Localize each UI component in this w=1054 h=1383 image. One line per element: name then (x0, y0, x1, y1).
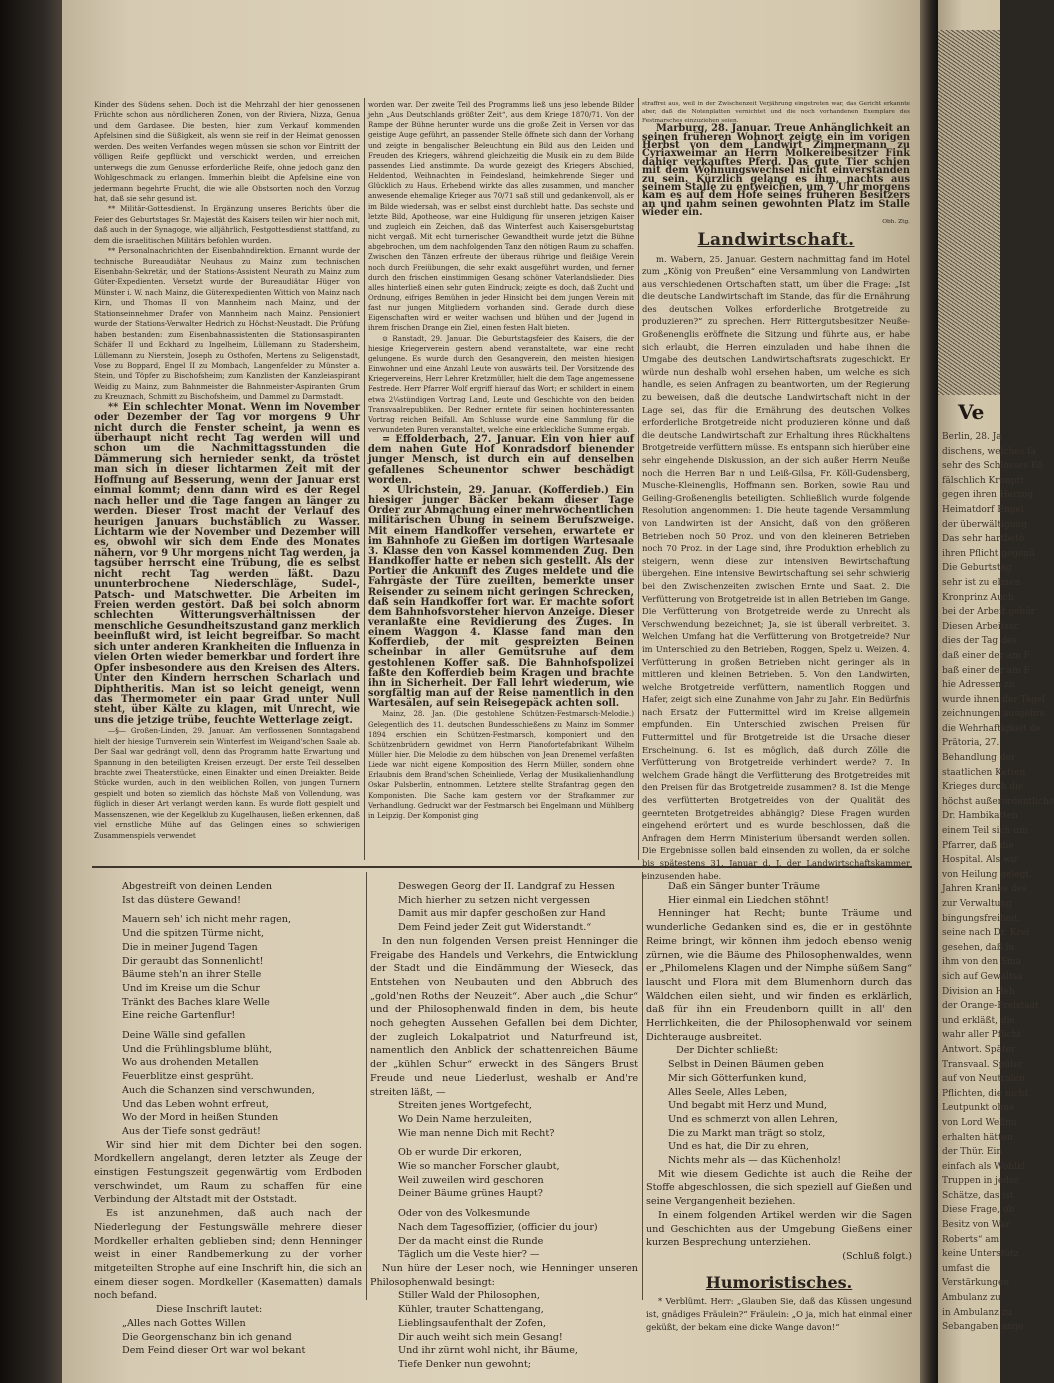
poem-stanza (370, 1099, 638, 1262)
poem-line: Die zu Markt man trägt so stolz, (668, 1127, 826, 1139)
adjacent-page-line: ihm von den Sma (942, 957, 1022, 968)
poem-line: Täglich um die Veste hier? — (398, 1249, 540, 1261)
poem-line: Dir auch weiht sich mein Gesang! (398, 1331, 563, 1343)
poem-line: Und die Frühlingsblume blüht, (122, 1043, 273, 1055)
article-wabern: m. Wabern, 25. Januar. Gestern nachmittag fand im Hotel zum „König von Preußen“ eine Versammlung von Landwirten aus verschiedenen Ortschaften statt, um über die Frage: „Ist die deutsche Landwirtschaft im Stande, das für die Ernährung des deutschen Volkes erforderliche Brotgetreide zu produzieren?“ zu sprechen. Herr Rittergutsbesitzer Neuße-Großenenglis eröffnete die Sitzung und führte aus, er habe sich erlaubt, die Herren einzuladen und habe ihnen die Umgabe des deutschen Landwirtschaftsrats zugeschickt. Er würde nun deshalb wohl ersehen haben, um welche es sich handle, es seien Anfragen zu beantworten, um der Regierung zu beweisen, daß die deutsche Landwirtschaft nicht in der Lage sei, das für die Ernährung des deutschen Volkes erforderliche Brotgetreide nicht produzieren könne und daß die deutsche Landwirtschaft zur Erhaltung ihres Rückhaltens Brotgetreide verfüttern müsse. Es entspann sich hierüber eine sehr eingehende Diskussion, an der sich außer Herrn Neuße noch die Herren Bar n und Leiß-Gilsa, Fr. Köll-Gudensberg, Musche-Kleinenglis, Hoffmann sen. Borken, sowie Rau und Geiling-Großenenglis beteiligten. Schließlich wurde folgende Resolution angenommen: 1. Die heute tagende Versammlung von Landwirten ist der Ansicht, daß von den größeren Betrieben noch 50 Proz. und von den kleineren Betrieben noch 70 Proz. in der Lage sind, ihre Produktion erheblich zu steigern, wenn diese zur intensiven Bewirtschaftung übergehen. Eine intensive Bewirtschaftung sei sehr schwierig bei den Zwischenzeiten zwischen Ernte und Saat. 2. Die Verfütterung von Brotgetreide ist in allen Betrieben im Gange. Die Verfütterung von Brotgetreide werde zu Unrecht als Verschwendung bezeichnet; Ja, sie ist überall verbreitet. 3. Welchen Umfang hat die Verfütterung von Brotgetreide? Nur im Unterschied zu den Betrieben, Roggen, Spelz u. Weizen. 4. Verfütterung in großen Betrieben nicht geringer als in mittleren und kleinen Betrieben. 5. Von den Landwirten, welche Brotgetreide verfüttern, namentlich Roggen und Hafer, zeigt sich eine Zunahme von Jahr zu Jahr. Ein Bedürfnis nach Ersatz der Futtermittel wird im Kreise allgemein empfunden. Ein Unterschied zwischen Preisen für Futtermittel und für Brotgetreide ist die Ursache dieser Erscheinung. 6. Ist es möglich, daß durch Zölle die Verfütterung von Brotgetreide verhindert werde? 7. In welchem Grade hängt die Verfütterung des Brotgetreides mit den Preisen für das Brotgetreide zusammen? 8. Ist die Menge des verfütterten Brotgetreides von der Qualität des geernteten Brotgetreides abhängig? Diese Fragen wurden eingehend erörtert und es wurde beschlossen, daß die Anfragen dem Herrn Ministerium übersandt werden sollen. Die Ergebnisse sollen bald einsenden zu wollen, da er solche bis spätestens 31. Januar d. J. der Landwirtschaftskammer einzusenden habe. (642, 253, 910, 881)
adjacent-page-line: Kronprinz Auch (942, 592, 1014, 603)
adjacent-page-line: dischens, welches fa (942, 446, 1036, 457)
adjacent-page-heading: Ve (958, 400, 985, 424)
poem-line: Und das Leben wohnt erfreut, (122, 1098, 269, 1110)
adjacent-page-line: daß einer der am F (942, 650, 1030, 661)
adjacent-page-line: der überwältigung (942, 519, 1027, 530)
article-fruit: Kinder des Südens sehen. Doch ist die Mehrzahl der hier genossenen Früchte schon aus nördlicheren Zonen, von der Riviera, Nizza, Genua und dem Gardasee. Die besten, hier zum Verkauf kommenden Apfelsinen sind die Süßigkeit, als wenn sie reif in der Heimat genossen werden. Des weiten Verfandes wegen müssen sie schon vor Eintritt der völligen Reife gepflückt und verschickt werden, und erreichen unterwegs die zum Genusse erforderliche Reife, ohne jedoch ganz den Wohlgeschmack zu erlangen. Immerhin bleibt die Apfelsine eine von jedermann begehrte Frucht, die wie alle Obstsorten noch den Vorzug hat, daß sie sehr gesund ist. (94, 100, 360, 203)
adjacent-page-line: von Heilung gelegt, (942, 869, 1032, 880)
adjacent-page (938, 0, 1054, 1383)
poem-line: Dem Feind dieser Ort war wol bekant (122, 1345, 306, 1357)
inscription-verse (370, 880, 638, 935)
poem-line: Und ihr zürnt wohl nicht, ihr Bäume, (398, 1345, 578, 1357)
poem-stanza (370, 1289, 638, 1371)
adjacent-page-line: in Ambulanz zu (942, 1307, 1013, 1318)
adjacent-page-line: und erkläßt, die (942, 1015, 1015, 1026)
poem-line: Alles Seele, Alles Leben, (668, 1086, 788, 1098)
poem-line: Deine Wälle sind gefallen (122, 1030, 246, 1042)
poem-line: Nichts mehr als — das Küchenholz! (668, 1155, 842, 1167)
news-column-3 (642, 100, 910, 882)
adjacent-page-line: die Wehrhaftigkeit de (942, 723, 1041, 734)
adjacent-page-line: Roberts“ am (942, 1234, 1000, 1245)
adjacent-page-line: der Thür. Ein (942, 1147, 1003, 1158)
feuilleton-paragraph: Diese Inschrift lautet: (156, 1304, 263, 1316)
poem-line: Mir sich Götterfunken kund, (668, 1072, 807, 1084)
poem-line: Deiner Bäume grünes Haupt? (398, 1188, 543, 1200)
adjacent-page-line: Diesen Arbeitssc (942, 621, 1019, 632)
humor-item: * Verblümt. Herr: „Glauben Sie, daß das Küssen ungesund ist, gnädiges Fräulein?“ Fräulein: „O ja, mich hat einmal einer geküßt, der bekam eine dicke Wange davon!“ (646, 1296, 912, 1332)
poem-line: Der da macht einst die Runde (398, 1235, 544, 1247)
feuilleton-paragraph: Wir sind hier mit dem Dichter bei den sogen. Mordkellern angelangt, deren letzter als Zeuge der einstigen Festungszeit gegenwärtig vom Erdboden verschwindet, um Raum zu schaffen für eine Verbindung der Altstadt mit der Oststadt. (94, 1139, 362, 1206)
adjacent-page-line: sehr des Schlosses Kö (942, 461, 1043, 472)
adjacent-page-line: dies der Tag des (942, 636, 1017, 647)
poem-line: Und es hat, die Dir zu ehren, (668, 1141, 809, 1153)
inscription-verse (94, 1317, 362, 1358)
adjacent-page-line: baß einer der am F (942, 665, 1030, 676)
poem-line: Auch die Schanzen sind verschwunden, (122, 1084, 315, 1096)
poem-line: Mauern seh' ich nicht mehr ragen, (122, 914, 291, 926)
poem-line: Ob er wurde Dir erkoren, (398, 1147, 522, 1159)
adjacent-page-line: seine nach Dr. Krei (942, 928, 1030, 939)
poem-line: Wie man nenne Dich mit Recht? (398, 1127, 555, 1139)
feuilleton-paragraph: Mit wie diesem Gedichte ist auch die Reihe der Stoffe abgeschlossen, die sich speziell auf Gießen und seine Vergangenheit beziehen. (646, 1168, 912, 1208)
poem-line: Nach dem Tagesoffizier, (officier du jour) (398, 1221, 598, 1233)
poem-line: Wie so mancher Forscher glaubt, (398, 1161, 560, 1173)
adjacent-page-line: gegen ihren Herzog (942, 490, 1034, 501)
adjacent-page-line: gesehen, daß in (942, 942, 1015, 953)
poem-line: Damit aus mir dapfer geschoßen zur Hand (398, 908, 606, 920)
adjacent-page-line: Schätze, das ist (942, 1190, 1014, 1201)
feuilleton-paragraph: In den nun folgenden Versen preist Henninger die Freigabe des Handels und Verkehrs, die Entwicklung der Stadt und die Eindämmung der Wieseck, das Entstehen von Neubauten und den Abbruch des „gold'nen Roths der Neuzeit“. Aber auch „die Schur“ und der Philosophenwald finden in dem, bis heute noch gehegten Aussehen Gefallen bei dem Dichter, der zugleich Lokalpatriot und Naturfreund ist, namentlich den Anblick der schattenreichen Bäume der „kühlen Schur“ erweckt in des Sängers Brust Freude und neue Liederlust, weshalb er And're streiten läßt, — (370, 935, 638, 1098)
adjacent-page-line: hie Adressen zu (942, 680, 1015, 691)
adjacent-page-line: Pfarrer, daß die (942, 840, 1014, 851)
poem-stanza (646, 880, 912, 907)
feuilleton-paragraph: In einem folgenden Artikel werden wir die Sagen und Geschichten aus der Umgebung Gießens einer kurzen Besprechung unterziehen. (646, 1209, 912, 1249)
adjacent-page-line: Heimatdorf Engel (942, 504, 1024, 515)
poem-line: Daß ein Sänger bunter Träume (668, 881, 821, 892)
adjacent-page-line: zeichnungen ausgebre (942, 709, 1046, 720)
poem-stanza (94, 880, 362, 1139)
article-mainz: Mainz, 28. Jan. (Die gestohlene Schützen-Festmarsch-Melodie.) Gelegentlich des 11. deutschen Bundesschießens zu Mainz im Sommer 1894 erschien ein Schützen-Festmarsch, komponiert und den Schützenbrüdern gewidmet von Herrn Pianofortefabrikant Wilhelm Müller hier. Die Melodie zu dem hübschen von Jean Drenemel verfaßten Liede war nicht eigene Komposition des Herrn Müller, sondern ohne Erlaubnis dem Brand'schen Scheinliede, Verlag der Musikalienhandlung Oskar Pulsberlin, entnommen. Letztere stellte Strafantrag gegen den Komponisten. Die Sache kam gestern vor der Strafkammer zur Verhandlung. Gedruckt war der Festmarsch bei Engelmann und Mühlberg in Leipzig. Der Komponist ging (368, 710, 634, 820)
poem-line: Dir geraubt das Sonnenlicht! (122, 955, 264, 967)
adjacent-page-illustration (938, 30, 1000, 395)
adjacent-page-line: Diese Frage, ob (942, 1205, 1015, 1216)
feuilleton-paragraph: Es ist anzunehmen, daß auch nach der Niederlegung der Festungswälle mehrere dieser Mordkeller erhalten geblieben sind; denn Henninger weist in einer Randbemerkung zu der vorher mitgeteilten Strophe auf eine Inschrift hin, die sich an einem dieser sogen. Mordkeller (Kasematten) damals noch befand. (94, 1208, 362, 1302)
poem-line: Bäume steh'n an ihrer Stelle (122, 969, 262, 981)
adjacent-page-line: fälschlich Kronpri (942, 475, 1024, 486)
adjacent-page-line: Krieges durch die (942, 782, 1024, 793)
adjacent-page-line: erhalten hätten (942, 1132, 1013, 1143)
poem-line: Wo aus drohenden Metallen (122, 1057, 259, 1069)
adjacent-page-line: bei der Arbeit gehör (942, 607, 1035, 618)
news-column-2 (368, 100, 634, 821)
adjacent-page-line: Transvaal. Spüler (942, 1059, 1023, 1070)
adjacent-page-line: Division an Heh (942, 986, 1015, 997)
news-column-1 (94, 100, 360, 841)
adjacent-page-line: Jahren Kranke des (942, 884, 1027, 895)
poem-line: Und begabt mit Herz und Mund, (668, 1100, 827, 1112)
article-effolderbach: = Effolderbach, 27. Januar. Ein von hier auf dem nahen Gute Hof Konradsdorf bienender junger Mensch, ist durch ein auf denselben gefallenes Scheunentor schwer beschädigt worden. (368, 434, 634, 486)
article-continuation: straffrei aus, weil in der Zwischenzeit Verjährung eingetreten war, das Gericht erkannte aber, daß die Notenplatten vernichtet und die noch vorhandenen Exemplare des Festmarsches einzuziehen seien. (642, 101, 910, 124)
poem-line: Weil zuweilen wird geschoren (398, 1174, 544, 1186)
poem-line: Hier einmal ein Liedchen stöhnt! (668, 894, 829, 906)
article-bad-month: ** Ein schlechter Monat. Wenn im November oder Dezember der Tag vor morgens 9 Uhr nicht durch die Fenster scheint, ja wenn es überhaupt nicht recht Tag werden will und schon um die Nachmittagsstunden die Dämmerung sich hernieder senkt, da tröstet man sich in dieser lichtarmen Zeit mit der Hoffnung auf Besserung, wenn der Januar erst einmal kommt; denn dann wird es der Regel nach heller und die Tage fangen an länger zu werden. Dieser Trost macht der Verlauf des heurigen Januars buchstäblich zu Wasser. Lichtarm wie der November und Dezember will es, obwohl wir sich dem Ende des Monates nähern, vor 9 Uhr morgens nicht Tag werden, ja tagsüber herrscht eine Trübung, die es selbst nicht recht Tag werden läßt. Dazu ununterbrochene Niederschläge, Sudel-, Patsch- und Matschwetter. Die Arbeiten im Freien werden gestört. Daß bei solch abnorm schlechten Witterungsverhältnissen der menschliche Gesundheitszustand ganz merklich beeinflußt wird, ist leicht begreifbar. So macht sich unter anderen Krankheiten die Influenza in vielen Orten wieder bemerkbar und fordert ihre Opfer insbesondere aus den Kreisen des Alters. Unter den Kindern herrschen Scharlach und Diphtheritis. Man ist so leicht geneigt, wenn das Thermometer ein paar Grad unter Null steht, über Kälte zu klagen, mit Unrecht, wie uns die jetzige trübe, feuchte Wetterlage zeigt. (94, 401, 360, 726)
poem-line: Streiten jenes Wortgefecht, (398, 1100, 532, 1112)
adjacent-page-line: sich auf Gewaltsa (942, 971, 1023, 982)
feuilleton-paragraph: Nun hüre der Leser noch, wie Henninger unseren Philosophenwald besingt: (370, 1262, 638, 1288)
poem-line: Feuerblitze einst gesprüht. (122, 1071, 254, 1083)
adjacent-page-line: staatlichen Ketten (942, 767, 1026, 778)
adjacent-page-line: Leutpunkt ohne (942, 1103, 1015, 1114)
adjacent-page-line: auf von Neutralen (942, 1074, 1025, 1085)
to-be-continued: (Schluß folgt.) (842, 1250, 912, 1262)
scan-dark-margin (0, 0, 62, 1383)
column-rule (638, 98, 639, 860)
adjacent-page-line: Behandlung der (942, 753, 1016, 764)
poem-line: Und die spitzen Türme nicht, (122, 928, 265, 940)
poem-line: Und im Kreise um die Schur (122, 982, 260, 994)
poem-line: Mich hierher zu setzen nicht vergessen (398, 894, 591, 906)
poem-line: Tiefe Denker nun gewohnt; (398, 1358, 531, 1370)
poem-line: Kühler, trauter Schattengang, (398, 1304, 544, 1316)
poem-stanza (646, 1058, 912, 1168)
adjacent-page-line: höchst außerordentliche (942, 796, 1054, 807)
article-grossen-linden: —§— Großen-Linden, 29. Januar. Am verflossenen Sonntagabend hielt der hiesige Turnverein sein Winterfest im Weigand'schen Saale ab. Der Saal war gedrängt voll, denn das Programm hatte Erwartung und Spannung in den beteiligten Kreisen erzeugt. Der erste Teil desselben brachte zwei Theaterstücke, einen Einakter und einen Dreiakter. Beide Stücke wurden, auch in den weiblichen Rollen, von jungen Turnern gespielt und boten so ziemlich das höchste Maß von Vollendung, was füglich in dieser Art verlangt werden kann. Es wurde flott gespielt und Massenszenen, wie der Kegelklub zu Kugelhausen, ließen erkennen, daß viel ernstliche Mühe auf das Gelingen eines so schwierigen Zusammenspiels verwendet (94, 726, 360, 840)
adjacent-page-line: Ambulanz zu (942, 1293, 1001, 1304)
poem-line: Wo Dein Name herzuleiten, (398, 1113, 532, 1125)
poem-line: Die in meiner Jugend Tagen (122, 941, 258, 953)
feuilleton-paragraph: Der Dichter schließt: (676, 1045, 779, 1057)
poem-line: Die Georgenschanz bin ich genand (122, 1331, 292, 1343)
poem-line: Ist das düstere Gewand! (122, 894, 241, 906)
article-continuation: worden war. Der zweite Teil des Programms ließ uns jeso lebende Bilder jehn „Aus Deutschlands größter Zeit“, aus dem Kriege 1870/71. Von der Rampe der Bühne herunter wurde uns die große Zeit in Versen vor das geistige Auge geführt, an passender Stelle öffnete sich dann der Vorhang und zeigte in bengalischer Beleuchtung ein Bild aus den Leiden und Freuden des Kriegers, während gleichzeitig die Musik ein zu dem Bilde passendes Lied anstimmte. Da wurde gezeigt des Kriegers Abschied, Heldentod, Weihnachten in Feindesland, heimkehrende Sieger und Glücklich zu Haus. Erhebend wirkte das alles zusammen, und mancher anwesende ehemalige Krieger aus 70/71 saß still und gedankenvoll, als er im Bilde wiedersah, was er selbst einst durchlebt hatte. Das sechste und letzte Bild, Apotheose, war eine Huldigung für unseren jetzigen Kaiser und zugleich ein Zeichen, daß das Winterfest auch Kaisersgeburtstag nicht vergaß. Mit echt turnerischer Gewandtheit wurde jetzt die Bühne abgebrochen, um dem nachfolgenden Tanz den nötigen Raum zu schaffen. Zwischen den Tänzen erfreute der überaus rührige und fleißige Verein noch durch Freiübungen, die sehr exakt ausgeführt wurden, und ferner durch den frischen einstimmigen Gesang schöner Vaterlandslieder. Dies alles hinterließ einen sehr guten Eindruck; zeigte es doch, daß Zucht und Ordnung, eifriges Bemühen in jeder Hinsicht bei dem jungen Verein mit fast nur jungen Mitgliedern vorhanden sind. Gerade durch diese Eigenschaften wird er weiter wachsen und blühen und der Jugend in ihrem frischen Drange ein Ziel, einen festen Halt bieten. (368, 101, 634, 333)
column-rule (642, 872, 643, 1300)
adjacent-page-line: Besitz von War (942, 1220, 1010, 1231)
adjacent-page-line: Verstärkungen (942, 1278, 1010, 1289)
adjacent-page-line: zur Verwaltung (942, 899, 1012, 909)
adjacent-page-line: wahr aller Pflicht (942, 1030, 1022, 1041)
article-ranstadt: ⊙ Ranstadt, 29. Januar. Die Geburtstagsfeier des Kaisers, die der hiesige Kriegerverein gestern abend veranstaltete, war eine recht gelungene. Es wurde durch den Gesangverein, den meisten hiesigen Einwohner und eine Anzahl Leute von auswärts teil. Der Vorsitzende des Kriegervereins, Herr Lehrer Kretzmüller, hielt die dem Tage angemessene Festrede. Herr Pfarrer Wolf ergriff hierauf das Wort; er schildert in einem etwa 2¼stündigen Vortrag Land, Leute und Geschichte von den beiden Transvaalrepubliken. Der Redner erntete für seinen hochinteressanten Vortrag reichen Beifall. Am Schlusse wurde eine Sammlung für die verwundeten Buren veranstaltet, welche eine erkleckliche Summe ergab. (368, 334, 634, 434)
adjacent-page-line: keine Unterstütz (942, 1249, 1019, 1260)
adjacent-page-line: Dr. Hambikatten (942, 811, 1018, 822)
adjacent-page-line: Truppen in jeder (942, 1176, 1019, 1187)
poem-line: Stiller Wald der Philosophen, (398, 1290, 540, 1302)
poem-line: Lieblingsaufenthalt der Zofen, (398, 1317, 547, 1329)
feuilleton-column-2 (370, 880, 638, 1372)
adjacent-page-line: Prätoria, 27. (942, 738, 1000, 749)
poem-line: Tränkt des Baches klare Welle (122, 996, 270, 1008)
adjacent-page-line: ihren Pflicht gegenü (942, 548, 1035, 559)
section-heading-agriculture: Landwirtschaft. (697, 230, 855, 251)
article-source: Obh. Ztg. (882, 218, 910, 225)
section-heading-humor: Humoristisches. (705, 1272, 853, 1292)
article-ulrichstein: ✕ Ulrichstein, 29. Januar. (Kofferdieb.) Ein hiesiger junger Bäcker bekam dieser Tage Order zur Abmachung einer mehrwöchentlichen militärischen Übung in seinem Berufszweige. Mit einem Handkoffer versehen, erwartete er im Bahnhofe zu Gießen im dortigen Wartesaale 3. Klasse den von Kassel kommenden Zug. Den Handkoffer hatte er neben sich gestellt. Als der Portier die Ankunft des Zuges meldete und die Fahrgäste der Türe zueilten, bemerkte unser Reisender zu seinem nicht geringen Schrecken, daß sein Handkoffer fort war. Er machte sofort dem Bahnhofsvorsteher hiervon Anzeige. Dieser veranlaßte eine Revidierung des Zuges. In einem Waggon 4. Klasse fand man den Kofferdieb, der mit gespreizten Beinen scheinbar in aller Gemütsruhe auf dem gestohlenen Koffer saß. Die Bahnhofspolizei faßte den Kofferdieb beim Kragen und brachte ihn in Sicherheit. Der Fall lehrt wiederum, wie sorgfältig man auf der Reise namentlich in den Wartesälen, auf sein Reisegepäck achten soll. (368, 484, 634, 710)
poem-line: Deswegen Georg der II. Landgraf zu Hessen (398, 881, 615, 892)
poem-line: Eine reiche Gartenflur! (122, 1010, 236, 1022)
poem-line: Wo der Mord in heißen Stunden (122, 1112, 279, 1124)
adjacent-page-line: einfach als Wohlkl (942, 1161, 1026, 1172)
column-rule (364, 98, 365, 860)
adjacent-page-line: einem Teil sich um (942, 826, 1028, 837)
poem-line: Selbst in Deinen Bäumen geben (668, 1059, 824, 1071)
poem-line: Aus der Tiefe sonst gedräut! (122, 1125, 261, 1137)
adjacent-page-line: Antwort. Später (942, 1044, 1016, 1055)
book-gutter (920, 0, 938, 1383)
adjacent-page-line: Das sehr hartbetö (942, 534, 1025, 545)
adjacent-page-line: Hospital. Als wir (942, 855, 1018, 866)
adjacent-page-line: umfast die (942, 1263, 991, 1274)
adjacent-page-text (942, 430, 1054, 1335)
feuilleton-paragraph: Henninger hat Recht; bunte Träume und wunderliche Gedanken sind es, die er in gestöhnte Reime bringt, wir können ihm jedoch ebenso wenig zürnen, wie die Bäume des Philosophenwaldes, wenn er „Philomelens Klagen und der Nimphe süßem Sang“ lauscht und Flora mit dem Blumenhorn durch das Wäldchen eilen sieht, und wir finden es erklärlich, daß für ihn ein Freudenborn quillt in all' den Herrlichkeiten, die der Philosophenwald vor seinem Dichterauge ausbreitet. (646, 908, 912, 1043)
adjacent-page-line: sehr ist zu ebnen (942, 577, 1021, 588)
poem-line: „Alles nach Gottes Willen (122, 1317, 246, 1329)
adjacent-page-line: Die Geburtstag (942, 563, 1012, 574)
adjacent-page-line: der Orange-Freistaat (942, 1001, 1039, 1012)
adjacent-page-line: Berlin, 28. Ja (942, 432, 1002, 442)
adjacent-page-line: Sebangaben ange (942, 1322, 1024, 1333)
feuilleton-column-1 (94, 880, 362, 1358)
column-rule (366, 872, 367, 1300)
adjacent-page-line: Pflichten, die nicht (942, 1088, 1029, 1099)
poem-line: Dem Feind jeder Zeit gut Widerstandt.“ (398, 922, 592, 934)
poem-line: Oder von des Volkesmunde (398, 1208, 531, 1220)
article-marburg: Marburg, 28. Januar. Treue Anhänglichkeit an seinen früheren Wohnort zeigte ein im vorigen Herbst von dem Landwirt Zimmermann zu Cyriaxweimar an Herrn Molkereibesitzer Fink dahier verkauftes Pferd. Das gute Tier schien mit dem Wohnungswechsel nicht einverstanden zu sein. Kürzlich gelang es ihm, nachts aus seinem Stalle zu entweichen, um 7 Uhr morgens kam es auf dem Hofe seines früheren Besitzers an und nahm seinen gewohnten Platz im Stalle wieder ein. (642, 123, 910, 219)
feuilleton-column-3 (646, 880, 912, 1333)
article-military-service: ** Militär-Gottesdienst. In Ergänzung unseres Berichts über die Feier des Geburtstages Sr. Majestät des Kaisers teilen wir hier noch mit, daß auch in der Synagoge, wie alljährlich, Festgottesdienst stattfand, zu dem die israelitischen Militärs befohlen wurden. (94, 204, 360, 245)
adjacent-page-line: bingungsfreiheit. (942, 913, 1021, 924)
adjacent-page-line: wurde ihnen der Tegel (942, 694, 1046, 705)
article-personnel: ** Personalnachrichten der Eisenbahndirektion. Ernannt wurde der technische Bureaudiätar Neuhaus zu Mainz zum technischen Eisenbahn-Sekretär, und der Stations-Assistent Neurath zu Mainz zum Güter-Expedienten. Versetzt wurde der Bureaudiätar Hüger von Münster i. W. nach Mainz, die Güterexpedienten Wittich von Mainz nach Kirn, und Thomas II von Mannheim nach Mainz, und der Stationseinnehmer Drafer von Mannheim nach Mainz. Pensioniert wurde der Stations-Verwalter Hedrich zu Höchst-Neustadt. Die Prüfung haben bestanden: zum Eisenbahnassistenten die Stationsaspiranten Schäfer II und Eckhard zu Ingelheim, Lüllemann zu Stadersheim, Lüllemann zu Nierstein, Joseph zu Osthofen, Mertens zu Seligenstadt, Vose zu Boppard, Engel II zu Mombach, Langenfelder zu Münster a. Stein, und Töpfer zu Bischofsheim; zum Kanzlisten der Kanzleiaspirant Weidig zu Mainz, zum Bahnmeister die Bahnmeister-Aspiranten Grum zu Kreuznach, Schmitt zu Bischofsheim, und Dammel zu Darmstadt. (94, 246, 360, 402)
poem-line: Und es schmerzt von allen Lehren, (668, 1113, 838, 1125)
adjacent-page-line: von Lord Wellmi (942, 1117, 1017, 1128)
poem-line: Abgestreift von deinen Lenden (122, 881, 273, 892)
